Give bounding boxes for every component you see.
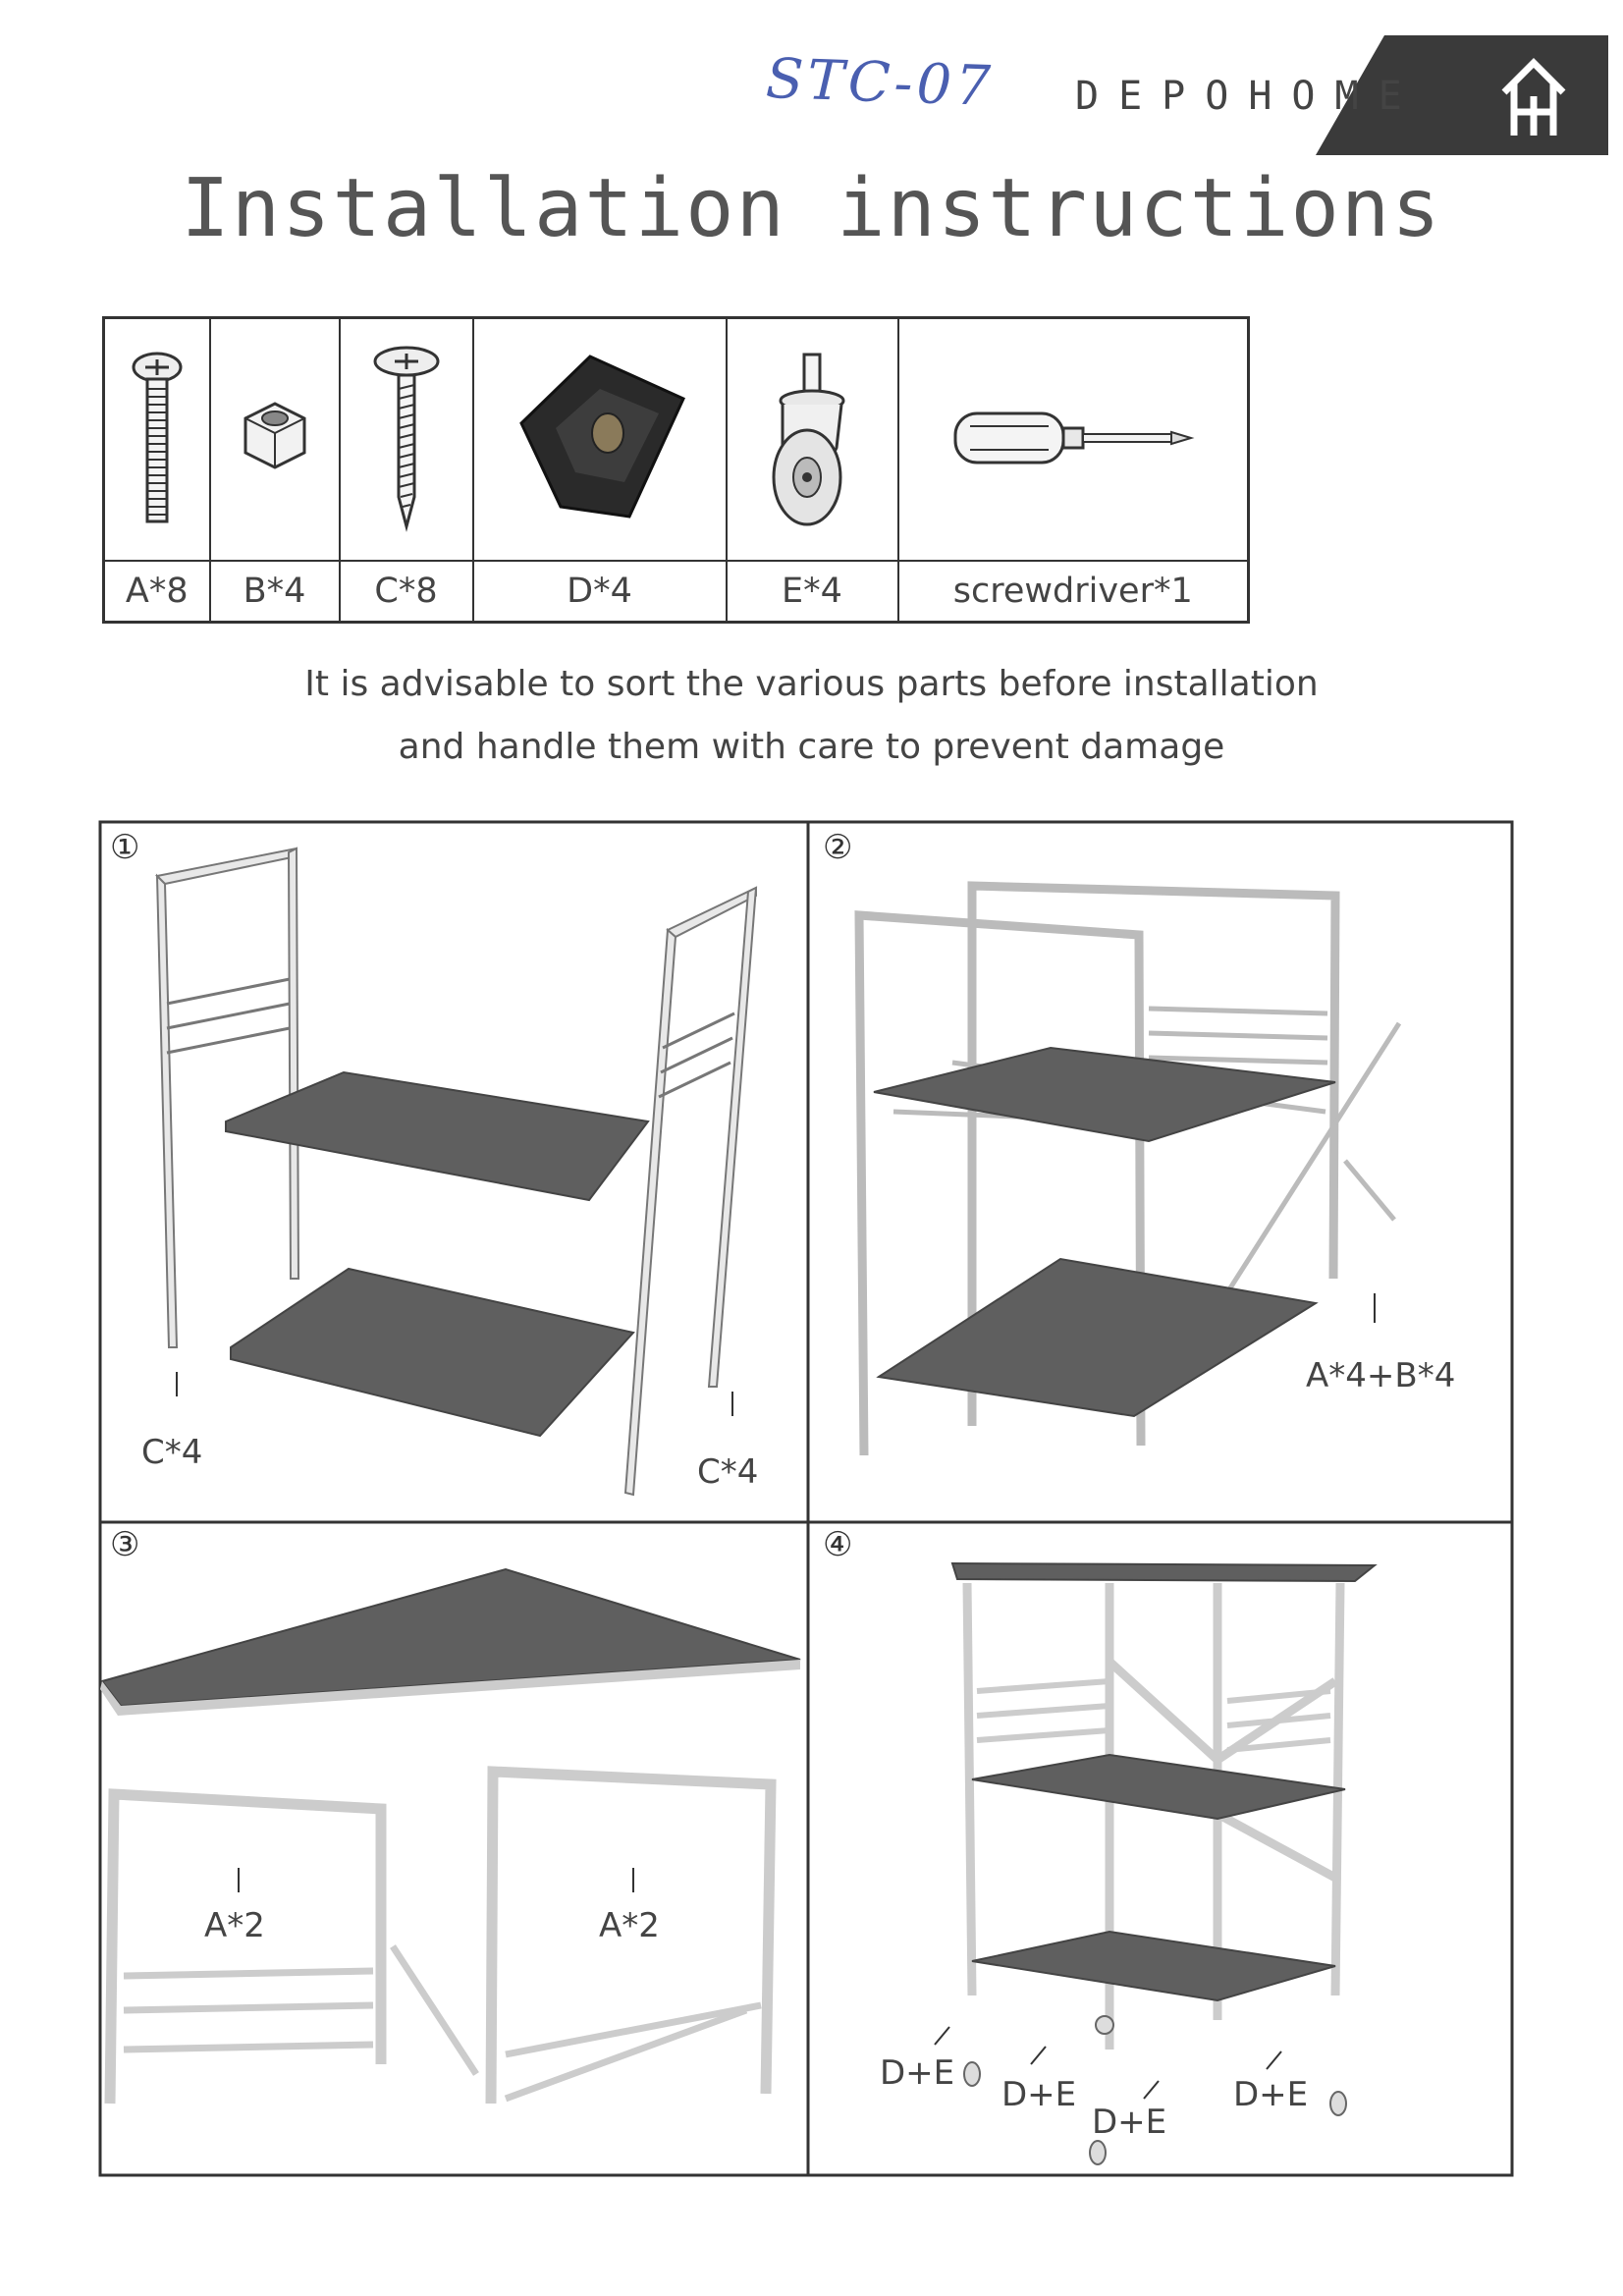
part-label-screwdriver: screwdriver*1 — [898, 561, 1249, 623]
step-number: ① — [110, 828, 140, 867]
part-label-d: D*4 — [473, 561, 727, 623]
part-cell-a — [104, 318, 210, 562]
advice-line-1: It is advisable to sort the various parts before installation — [304, 664, 1319, 704]
top-board — [952, 1563, 1375, 1581]
caster-wheel-icon — [753, 340, 871, 536]
screw-label: C*4 — [697, 1452, 759, 1492]
advice-note — [0, 653, 1623, 779]
page-title: Installation instructions — [181, 162, 1442, 255]
handwritten-model-code: STC-07 — [764, 46, 996, 120]
screw-label: A*2 — [204, 1906, 265, 1945]
step-3 — [100, 1525, 800, 2104]
lower-shelf — [972, 1932, 1335, 2000]
step-number: ③ — [110, 1525, 140, 1564]
step-1 — [110, 828, 758, 1495]
machine-screw-icon — [118, 340, 196, 536]
lower-shelf — [231, 1269, 633, 1436]
advice-line-2: and handle them with care to prevent damage — [398, 727, 1225, 767]
step-2 — [823, 828, 1455, 1455]
screw-label: A*2 — [599, 1906, 660, 1945]
step-4 — [823, 1525, 1375, 2164]
cap-wheel-label: D+E — [1001, 2075, 1077, 2114]
hex-nut-icon — [226, 394, 324, 482]
part-label-c: C*8 — [340, 561, 473, 623]
rubber-cap-icon — [502, 345, 698, 531]
part-cell-d — [473, 318, 727, 562]
cap-wheel-label: D+E — [1233, 2075, 1309, 2114]
screw-nut-label: A*4+B*4 — [1306, 1356, 1456, 1395]
wood-screw-icon — [362, 340, 451, 536]
part-cell-c — [340, 318, 473, 562]
lower-shelf — [879, 1259, 1316, 1416]
part-label-a: A*8 — [104, 561, 210, 623]
parts-table — [102, 316, 1250, 624]
cap-wheel-label: D+E — [1092, 2103, 1167, 2142]
part-cell-b — [210, 318, 340, 562]
screwdriver-icon — [946, 389, 1201, 487]
middle-shelf — [972, 1755, 1345, 1819]
assembly-steps — [88, 817, 1522, 2182]
part-label-e: E*4 — [727, 561, 898, 623]
screw-label: C*4 — [141, 1433, 203, 1472]
cap-wheel-label: D+E — [880, 2053, 955, 2093]
step-number: ④ — [823, 1525, 853, 1564]
step-number: ② — [823, 828, 853, 867]
part-cell-screwdriver — [898, 318, 1249, 562]
part-label-b: B*4 — [210, 561, 340, 623]
part-cell-e — [727, 318, 898, 562]
brand-name: DEPOHOME — [1075, 74, 1422, 119]
